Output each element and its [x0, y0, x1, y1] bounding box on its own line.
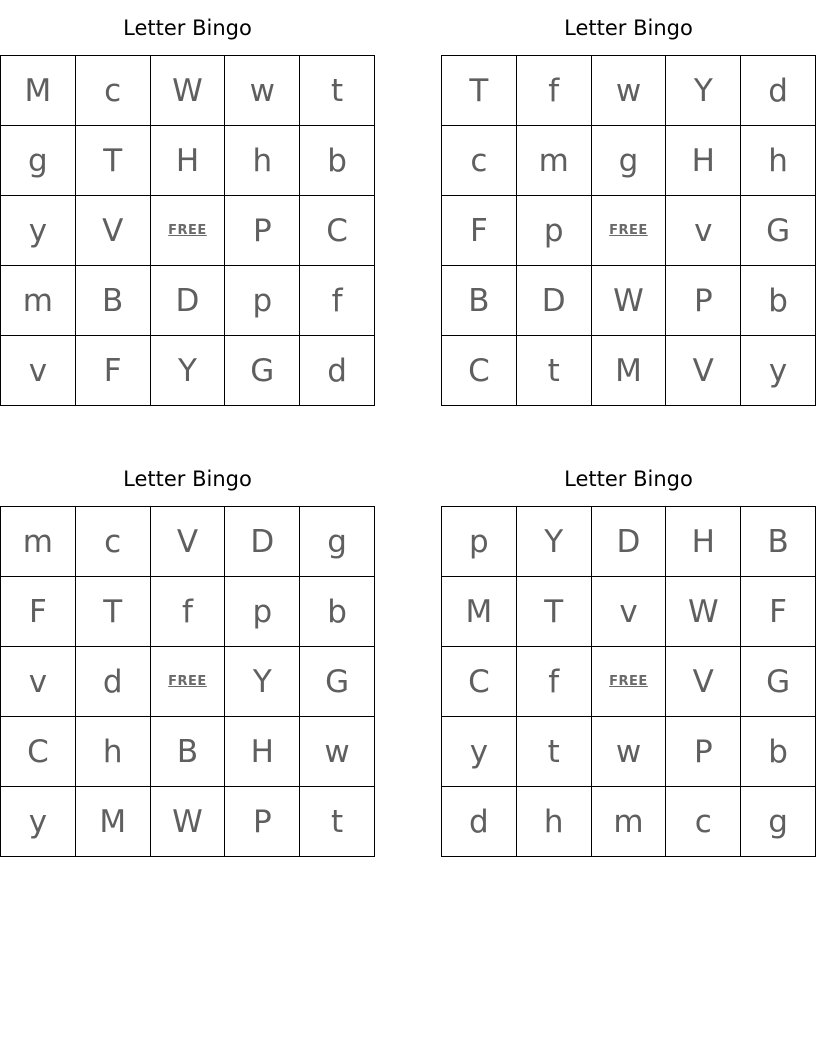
card-title: Letter Bingo	[564, 467, 693, 491]
bingo-cell: V	[666, 647, 741, 717]
bingo-cell: d	[741, 56, 816, 126]
bingo-cell: c	[76, 507, 151, 577]
bingo-cell: v	[1, 647, 76, 717]
bingo-cell: D	[225, 507, 300, 577]
bingo-cell: H	[225, 717, 300, 787]
bingo-cell: w	[225, 56, 300, 126]
bingo-cell: T	[442, 56, 517, 126]
bingo-cell: v	[1, 336, 76, 406]
bingo-cell: c	[442, 126, 517, 196]
bingo-cell: D	[592, 507, 667, 577]
bingo-cell: M	[592, 336, 667, 406]
bingo-cell: p	[517, 196, 592, 266]
bingo-cell: D	[517, 266, 592, 336]
bingo-cell: m	[592, 787, 667, 857]
bingo-cell: V	[151, 507, 226, 577]
bingo-cell: w	[592, 56, 667, 126]
bingo-cell: H	[666, 126, 741, 196]
bingo-cell: m	[1, 266, 76, 336]
bingo-cell: g	[741, 787, 816, 857]
bingo-cell: g	[300, 507, 375, 577]
bingo-cell: Y	[666, 56, 741, 126]
card-title: Letter Bingo	[564, 16, 693, 40]
bingo-cell: D	[151, 266, 226, 336]
bingo-cell: T	[76, 126, 151, 196]
bingo-cell: w	[300, 717, 375, 787]
bingo-cell: Y	[225, 647, 300, 717]
bingo-grid	[441, 506, 816, 857]
bingo-cell: b	[300, 126, 375, 196]
bingo-cell: Y	[151, 336, 226, 406]
bingo-cell: c	[666, 787, 741, 857]
bingo-cell: g	[592, 126, 667, 196]
bingo-cell: H	[151, 126, 226, 196]
bingo-cell: V	[666, 336, 741, 406]
bingo-cell: G	[741, 196, 816, 266]
bingo-cell: C	[442, 336, 517, 406]
bingo-cell: F	[1, 577, 76, 647]
bingo-grid	[441, 55, 816, 406]
bingo-cell: P	[666, 717, 741, 787]
bingo-cell: b	[741, 266, 816, 336]
free-space: FREE	[592, 196, 667, 266]
bingo-cell: y	[1, 787, 76, 857]
bingo-cell: b	[741, 717, 816, 787]
bingo-cell: w	[592, 717, 667, 787]
bingo-cell: F	[442, 196, 517, 266]
bingo-cell: G	[225, 336, 300, 406]
free-space: FREE	[151, 196, 226, 266]
card-title: Letter Bingo	[123, 467, 252, 491]
bingo-cell: B	[151, 717, 226, 787]
bingo-cell: W	[151, 787, 226, 857]
bingo-cell: y	[442, 717, 517, 787]
bingo-cell: B	[741, 507, 816, 577]
bingo-cell: Y	[517, 507, 592, 577]
bingo-cell: T	[76, 577, 151, 647]
bingo-cell: B	[76, 266, 151, 336]
bingo-cell: G	[300, 647, 375, 717]
card-title: Letter Bingo	[123, 16, 252, 40]
bingo-cell: p	[225, 577, 300, 647]
bingo-cell: h	[76, 717, 151, 787]
bingo-cell: W	[151, 56, 226, 126]
bingo-cell: p	[442, 507, 517, 577]
bingo-cell: d	[442, 787, 517, 857]
bingo-cell: y	[1, 196, 76, 266]
bingo-cell: G	[741, 647, 816, 717]
bingo-cell: m	[517, 126, 592, 196]
bingo-cell: h	[517, 787, 592, 857]
bingo-cell: v	[666, 196, 741, 266]
bingo-cell: d	[76, 647, 151, 717]
bingo-cell: f	[151, 577, 226, 647]
bingo-cell: f	[517, 56, 592, 126]
bingo-grid	[0, 55, 375, 406]
bingo-cell: c	[76, 56, 151, 126]
bingo-cell: P	[225, 196, 300, 266]
bingo-cell: y	[741, 336, 816, 406]
bingo-cell: t	[300, 56, 375, 126]
bingo-cell: H	[666, 507, 741, 577]
bingo-cell: p	[225, 266, 300, 336]
free-space: FREE	[151, 647, 226, 717]
bingo-cell: t	[517, 336, 592, 406]
bingo-cell: F	[741, 577, 816, 647]
free-space: FREE	[592, 647, 667, 717]
bingo-cell: t	[300, 787, 375, 857]
bingo-cell: C	[300, 196, 375, 266]
bingo-cell: W	[592, 266, 667, 336]
bingo-cell: m	[1, 507, 76, 577]
bingo-cell: M	[442, 577, 517, 647]
bingo-cell: B	[442, 266, 517, 336]
bingo-cell: P	[666, 266, 741, 336]
bingo-cell: h	[741, 126, 816, 196]
bingo-cell: V	[76, 196, 151, 266]
bingo-cell: h	[225, 126, 300, 196]
bingo-cell: W	[666, 577, 741, 647]
bingo-cell: F	[76, 336, 151, 406]
bingo-grid	[0, 506, 375, 857]
bingo-cell: f	[300, 266, 375, 336]
bingo-cell: f	[517, 647, 592, 717]
bingo-cell: M	[76, 787, 151, 857]
bingo-cell: C	[1, 717, 76, 787]
bingo-cell: T	[517, 577, 592, 647]
bingo-cell: t	[517, 717, 592, 787]
bingo-cell: P	[225, 787, 300, 857]
bingo-cell: g	[1, 126, 76, 196]
bingo-cell: d	[300, 336, 375, 406]
bingo-cell: C	[442, 647, 517, 717]
bingo-cell: v	[592, 577, 667, 647]
bingo-cell: M	[1, 56, 76, 126]
bingo-cell: b	[300, 577, 375, 647]
